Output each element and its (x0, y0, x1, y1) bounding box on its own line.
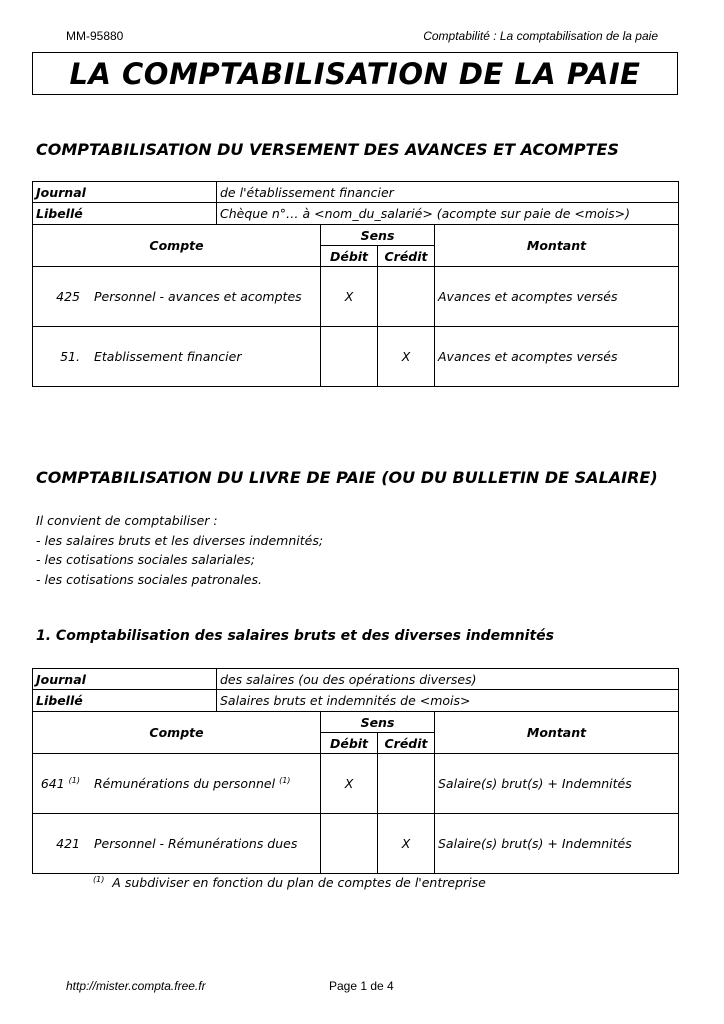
debit-cell: X (321, 267, 378, 327)
debit-cell (321, 814, 378, 874)
credit-cell (378, 754, 435, 814)
section1-heading: COMPTABILISATION DU VERSEMENT DES AVANCES ET ACOMPTES (36, 140, 619, 159)
libelle-label: Libellé (33, 690, 217, 712)
account-number: 421 (56, 836, 80, 851)
table-row (33, 754, 679, 814)
col-montant: Montant (435, 712, 679, 754)
account-number-text: 641 (40, 776, 65, 792)
montant-cell: Avances et acomptes versés (435, 327, 679, 387)
journal-value: de l'établissement financier (217, 182, 679, 203)
montant-cell: Salaire(s) brut(s) + Indemnités (435, 814, 679, 874)
footnote-text: A subdiviser en fonction du plan de comptes de l'entreprise (112, 875, 486, 891)
section2-heading: COMPTABILISATION DU LIVRE DE PAIE (OU DU BULLETIN DE SALAIRE) (36, 468, 658, 487)
account-label: Personnel - Rémunérations dues (94, 836, 298, 851)
intro-line: - les cotisations sociales patronales. (36, 571, 262, 587)
col-compte: Compte (33, 712, 321, 754)
col-montant: Montant (435, 225, 679, 267)
account-label: Etablissement financier (94, 349, 242, 364)
intro-paragraph (36, 511, 323, 589)
debit-cell (321, 327, 378, 387)
footnote-ref: (1) (68, 775, 80, 785)
sub1-heading: 1. Comptabilisation des salaires bruts et des diverses indemnités (36, 628, 554, 644)
entry-table-salaires (32, 668, 679, 874)
account-number (36, 776, 80, 791)
account-number: 51. (60, 349, 80, 364)
table-row (33, 327, 679, 387)
entry-table-acomptes (32, 181, 679, 387)
journal-value: des salaires (ou des opérations diverses) (217, 669, 679, 690)
col-debit: Débit (321, 246, 378, 267)
header-topic: Comptabilité : La comptabilisation de la paie (423, 29, 658, 43)
libelle-row (33, 203, 679, 225)
intro-line: Il convient de comptabiliser : (36, 513, 218, 528)
page-title: LA COMPTABILISATION DE LA PAIE (69, 56, 641, 91)
col-credit: Crédit (378, 733, 435, 754)
footnote-mark: (1) (93, 875, 105, 884)
footer-page-number: Page 1 de 4 (329, 979, 394, 993)
col-credit: Crédit (378, 246, 435, 267)
libelle-value: Chèque n°… à <nom_du_salarié> (acompte sur paie de <mois>) (217, 203, 679, 225)
credit-cell: X (378, 814, 435, 874)
intro-line: - les cotisations sociales salariales; (36, 552, 255, 567)
col-sens: Sens (321, 225, 435, 246)
journal-label: Journal (33, 669, 217, 690)
header-doc-id: MM-95880 (66, 29, 124, 43)
intro-line: - les salaires bruts et les diverses indemnités; (36, 532, 324, 548)
montant-cell: Salaire(s) brut(s) + Indemnités (435, 754, 679, 814)
header-row (33, 225, 679, 246)
col-debit: Débit (321, 733, 378, 754)
credit-cell: X (378, 327, 435, 387)
montant-cell: Avances et acomptes versés (435, 267, 679, 327)
libelle-value: Salaires bruts et indemnités de <mois> (217, 690, 679, 712)
credit-cell (378, 267, 435, 327)
journal-label: Journal (33, 182, 217, 203)
header-row (33, 712, 679, 733)
journal-row (33, 669, 679, 690)
libelle-label: Libellé (33, 203, 217, 225)
table-row (33, 814, 679, 874)
journal-row (33, 182, 679, 203)
account-label: Rémunérations du personnel (94, 776, 276, 792)
account-number: 425 (56, 289, 80, 304)
footnote (93, 875, 486, 890)
col-sens: Sens (321, 712, 435, 733)
footnote-ref: (1) (279, 775, 291, 785)
col-compte: Compte (33, 225, 321, 267)
debit-cell: X (321, 754, 378, 814)
account-label: Personnel - avances et acomptes (94, 289, 302, 304)
footer-url: http://mister.compta.free.fr (66, 979, 206, 993)
table-row (33, 267, 679, 327)
title-box (32, 52, 678, 95)
libelle-row (33, 690, 679, 712)
